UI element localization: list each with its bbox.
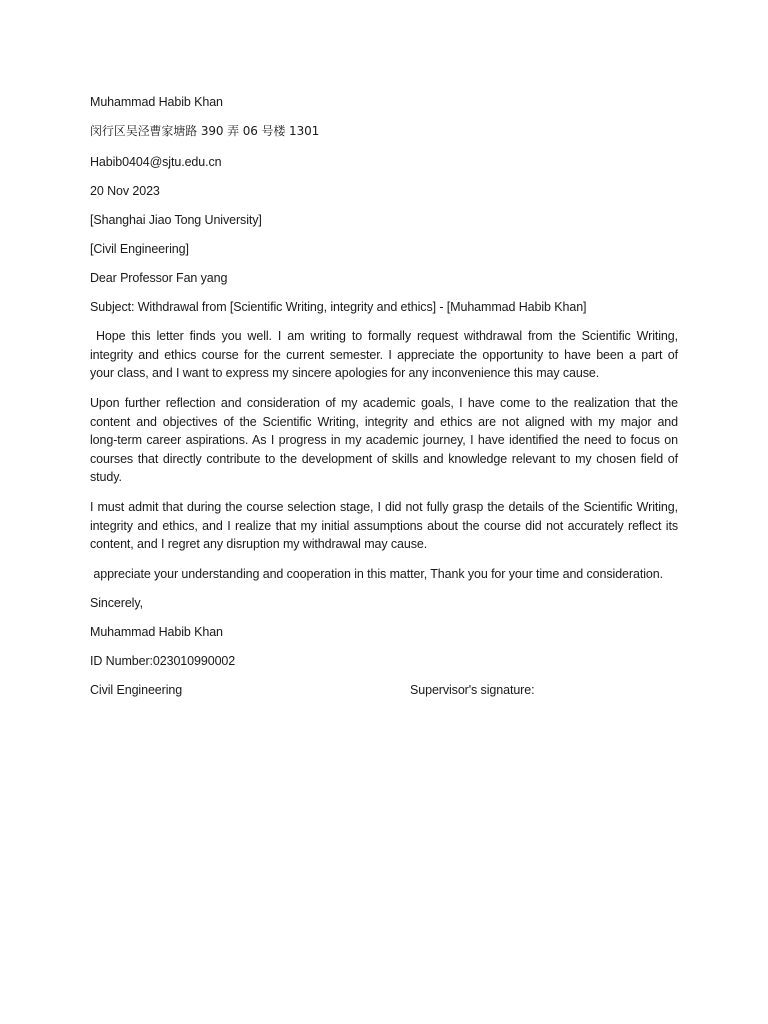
- paragraph-line: content and objectives of the Scientific Writing, integrity and ethics are not aligned with my major and: [90, 414, 678, 429]
- paragraph-line: I must admit that during the course selection stage, I did not fully grasp the details of the Scientific Writing,: [90, 500, 678, 514]
- body-paragraph-2: [90, 394, 678, 487]
- valediction: Sincerely,: [90, 596, 143, 610]
- paragraph-line: content, and I regret any disruption my withdrawal may cause.: [90, 537, 428, 552]
- salutation: Dear Professor Fan yang: [90, 271, 228, 285]
- supervisor-signature-label: Supervisor's signature:: [410, 683, 535, 697]
- paragraph-line: courses that directly contribute to the development of skills and knowledge relevant to my chosen field of: [90, 451, 678, 466]
- body-paragraph-1: [90, 327, 678, 383]
- paragraph-line: your class, and I want to express my sincere apologies for any inconvenience this may cause.: [90, 366, 600, 381]
- sender-email: Habib0404@sjtu.edu.cn: [90, 155, 222, 169]
- closing-department: Civil Engineering: [90, 683, 183, 697]
- id-number: ID Number:023010990002: [90, 654, 236, 668]
- closing-name: Muhammad Habib Khan: [90, 625, 223, 639]
- recipient-university: [Shanghai Jiao Tong University]: [90, 213, 262, 227]
- body-paragraph-3: [90, 498, 678, 554]
- body-paragraph-4: appreciate your understanding and cooperation in this matter, Thank you for your time and consideration.: [90, 567, 663, 581]
- paragraph-line: Upon further reflection and consideration of my academic goals, I have come to the realization that the: [90, 396, 678, 410]
- letter-date: 20 Nov 2023: [90, 184, 160, 198]
- recipient-department: [Civil Engineering]: [90, 242, 189, 256]
- sender-name: Muhammad Habib Khan: [90, 95, 223, 109]
- subject-line: Subject: Withdrawal from [Scientific Writing, integrity and ethics] - [Muhammad Habib Khan]: [90, 300, 587, 314]
- paragraph-line: integrity and ethics course for the current semester. I appreciate the opportunity to have been a part of: [90, 347, 678, 362]
- paragraph-line: study.: [90, 470, 122, 485]
- paragraph-line: Hope this letter finds you well. I am writing to formally request withdrawal from the Scientific Writing,: [90, 329, 678, 343]
- paragraph-line: long-term career aspirations. As I progress in my academic journey, I have identified the need to focus on: [90, 433, 678, 448]
- sender-address: 闵行区吴泾曹家塘路 390 弄 06 号楼 1301: [90, 124, 320, 138]
- paragraph-line: integrity and ethics, and I realize that my initial assumptions about the course did not accurately reflect its: [90, 518, 678, 533]
